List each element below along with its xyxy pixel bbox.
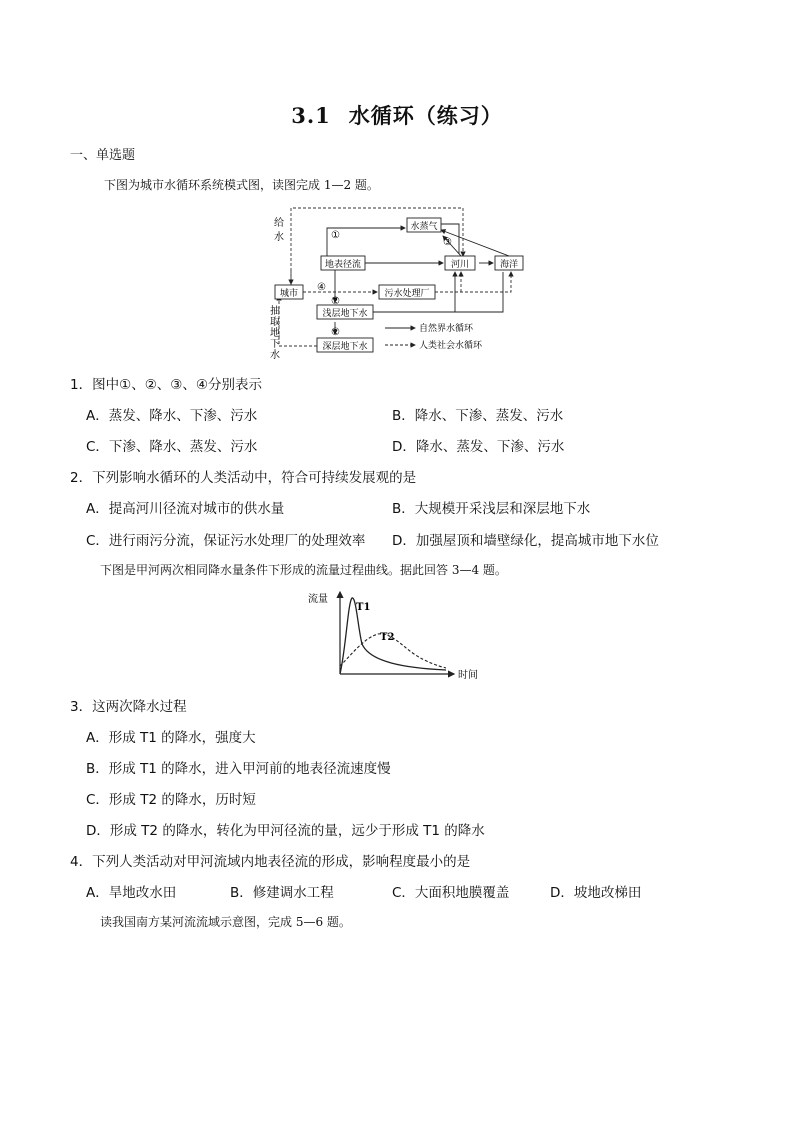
label-ocean: 海洋 bbox=[499, 260, 519, 270]
intro-text-1: 下图为城市水循环系统模式图，读图完成 1—2 题。 bbox=[104, 178, 379, 192]
label-shallow-groundwater: 浅层地下水 bbox=[322, 309, 368, 319]
label-water-vapor: 水蒸气 bbox=[410, 222, 438, 232]
q2-stem: 2．下列影响水循环的人类活动中，符合可持续发展观的是 bbox=[70, 470, 417, 486]
q4-stem: 4．下列人类活动对甲河流域内地表径流的形成，影响程度最小的是 bbox=[70, 854, 471, 870]
y-axis-label: 流量 bbox=[308, 594, 328, 605]
t1-label: T1 bbox=[356, 602, 371, 613]
label-city: 城市 bbox=[279, 289, 299, 299]
intro-text-2: 下图是甲河两次相同降水量条件下形成的流量过程曲线。据此回答 3—4 题。 bbox=[100, 563, 507, 577]
title-text: 水循环（练习） bbox=[348, 103, 503, 128]
q3-option-a[interactable]: A．形成 T1 的降水，强度大 bbox=[86, 730, 256, 746]
q2-option-c[interactable]: C．进行雨污分流，保证污水处理厂的处理效率 bbox=[86, 533, 366, 549]
q1-option-d[interactable]: D．降水、蒸发、下渗、污水 bbox=[392, 439, 565, 455]
extract-label-3: 地 bbox=[270, 328, 280, 339]
legend-natural: 自然界水循环 bbox=[419, 324, 474, 334]
extract-label-1: 抽 bbox=[270, 306, 280, 317]
title-number: 3.1 bbox=[291, 103, 331, 128]
extract-label-5: 水 bbox=[270, 350, 280, 360]
intro-text-3: 读我国南方某河流流域示意图，完成 5—6 题。 bbox=[100, 915, 351, 929]
marker-2b: ② bbox=[331, 327, 340, 338]
q4-option-a[interactable]: A．旱地改水田 bbox=[86, 885, 177, 901]
q2-option-b[interactable]: B．大规模开采浅层和深层地下水 bbox=[392, 501, 591, 517]
supply-label-2: 水 bbox=[274, 232, 284, 243]
label-deep-groundwater: 深层地下水 bbox=[322, 342, 368, 352]
marker-1: ① bbox=[331, 230, 340, 241]
flow-curve-chart bbox=[304, 588, 494, 683]
t2-label: T2 bbox=[380, 632, 395, 643]
label-river: 河川 bbox=[450, 260, 470, 270]
marker-3: ③ bbox=[443, 237, 452, 248]
q4-option-c[interactable]: C．大面积地膜覆盖 bbox=[392, 885, 510, 901]
q4-option-d[interactable]: D．坡地改梯田 bbox=[550, 885, 642, 901]
marker-4: ④ bbox=[317, 282, 326, 293]
q1-option-a[interactable]: A．蒸发、降水、下渗、污水 bbox=[86, 408, 258, 424]
q1-option-b[interactable]: B．降水、下渗、蒸发、污水 bbox=[392, 408, 564, 424]
q3-stem: 3．这两次降水过程 bbox=[70, 699, 187, 715]
q3-option-d[interactable]: D．形成 T2 的降水，转化为甲河径流的量，远少于形成 T1 的降水 bbox=[86, 823, 485, 839]
q2-option-a[interactable]: A．提高河川径流对城市的供水量 bbox=[86, 501, 285, 517]
legend-human: 人类社会水循环 bbox=[419, 341, 483, 351]
q3-option-c[interactable]: C．形成 T2 的降水，历时短 bbox=[86, 792, 256, 808]
label-surface-runoff: 地表径流 bbox=[324, 260, 362, 270]
extract-label-4: 下 bbox=[270, 339, 280, 350]
page-title bbox=[0, 100, 794, 130]
water-cycle-diagram bbox=[265, 200, 545, 360]
label-sewage-plant: 污水处理厂 bbox=[384, 289, 430, 299]
x-axis-label: 时间 bbox=[458, 670, 478, 681]
supply-label-1: 给 bbox=[274, 218, 284, 229]
q4-option-b[interactable]: B．修建调水工程 bbox=[230, 885, 334, 901]
q1-stem: 1．图中①、②、③、④分别表示 bbox=[70, 377, 262, 393]
q1-option-c[interactable]: C．下渗、降水、蒸发、污水 bbox=[86, 439, 258, 455]
section-heading: 一、单选题 bbox=[70, 148, 136, 163]
extract-label-2: 取 bbox=[270, 317, 280, 328]
marker-2a: ② bbox=[331, 296, 340, 307]
q2-option-d[interactable]: D．加强屋顶和墙壁绿化，提高城市地下水位 bbox=[392, 533, 659, 549]
q3-option-b[interactable]: B．形成 T1 的降水，进入甲河前的地表径流速度慢 bbox=[86, 761, 391, 777]
